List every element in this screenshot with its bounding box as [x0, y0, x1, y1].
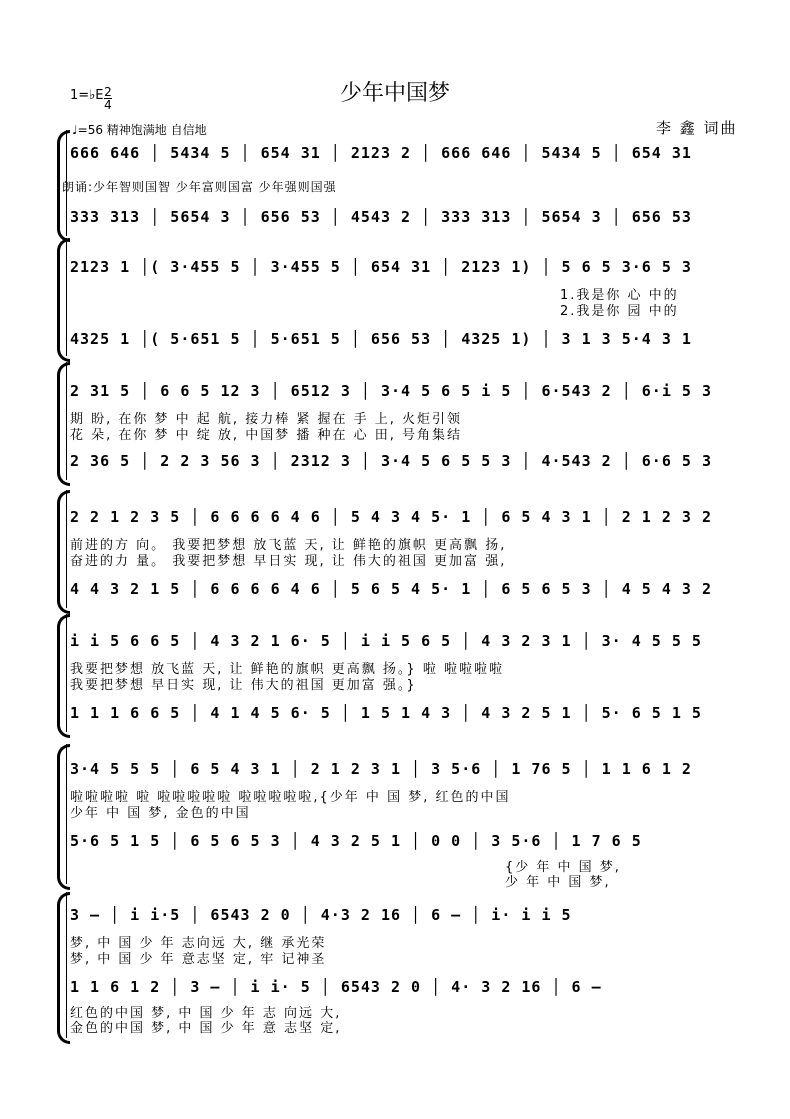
score-system-4: [0, 490, 790, 612]
upper-staff: 666 646 │ 5434 5 │ 654 31 │ 2123 2 │ 666 646 │ 5434 5 │ 654 31: [70, 144, 692, 162]
lower-staff: 2 36 5 │ 2 2 3 56 3 │ 2312 3 │ 3·4 5 6 5 5 3 │ 4·543 2 │ 6·6 5 3: [70, 452, 712, 470]
lower-staff: 1 1 6 1 2 │ 3 – │ i i· 5 │ 6543 2 0 │ 4· 3 2 16 │ 6 –: [70, 978, 602, 996]
lower-staff: 5·6 5 1 5 │ 6 5 6 5 3 │ 4 3 2 5 1 │ 0 0 │ 3 5·6 │ 1 7 6 5: [70, 832, 642, 850]
system-brace: [57, 744, 70, 890]
lower-staff: 4 4 3 2 1 5 │ 6 6 6 6 4 6 │ 5 6 5 4 5· 1 │ 6 5 6 5 3 │ 4 5 4 3 2: [70, 580, 712, 598]
time-sig-bottom: 4: [104, 98, 112, 112]
author-credit: 李 鑫 词曲: [656, 119, 738, 137]
key-signature: 1=♭E: [70, 88, 104, 103]
lyric-lower-1: {少 年 中 国 梦,: [505, 860, 621, 875]
system-brace: [57, 490, 70, 614]
lyric-verse-1: 梦, 中 国 少 年 志向远 大, 继 承光荣: [70, 936, 327, 951]
lower-staff: 4325 1 │( 5·651 5 │ 5·651 5 │ 656 53 │ 4325 1) │ 3 1 3 5·4 3 1: [70, 330, 692, 348]
lyric-verse-2: 少年 中 国 梦, 金色的中国: [70, 806, 251, 821]
lyric-verse-2: 梦, 中 国 少 年 意志坚 定, 牢 记神圣: [70, 952, 327, 967]
score-system-3: [0, 362, 790, 484]
system-brace: [57, 238, 70, 362]
lyric-verse-1: 啦啦啦啦 啦 啦啦啦啦啦 啦啦啦啦啦,{少年 中 国 梦, 红色的中国: [70, 790, 511, 805]
system-line: [66, 490, 67, 608]
system-line: [66, 892, 67, 1038]
upper-staff: 2 2 1 2 3 5 │ 6 6 6 6 4 6 │ 5 4 3 4 5· 1 │ 6 5 4 3 1 │ 2 1 2 3 2: [70, 508, 712, 526]
score-system-5: [0, 614, 790, 736]
system-line: [66, 362, 67, 480]
lyric-verse-1: 1.我是你 心 中的: [560, 288, 679, 303]
score-system-6: [0, 744, 790, 890]
upper-staff: 2123 1 │( 3·455 5 │ 3·455 5 │ 654 31 │ 2123 1) │ 5 6 5 3·6 5 3: [70, 258, 692, 276]
lyric-verse-1: 前进的方 向。 我要把梦想 放飞蓝 天, 让 鲜艳的旗帜 更高飘 扬,: [70, 538, 507, 553]
upper-staff: i i 5 6 6 5 │ 4 3 2 1 6· 5 │ i i 5 6 5 │ 4 3 2 3 1 │ 3· 4 5 5 5: [70, 632, 702, 650]
tempo-marking: ♩=56 精神饱满地 自信地: [72, 123, 207, 137]
system-line: [66, 238, 67, 356]
score-system-2: [0, 238, 790, 360]
lower-staff: 1 1 1 6 6 5 │ 4 1 4 5 6· 5 │ 1 5 1 4 3 │ 4 3 2 5 1 │ 5· 6 5 1 5: [70, 704, 702, 722]
time-sig-top: 2: [104, 85, 112, 99]
lyric-verse-2: 奋进的力 量。 我要把梦想 早日实 现, 让 伟大的祖国 更加富 强,: [70, 554, 507, 569]
system-line: [66, 614, 67, 732]
lyric-verse-2: 花 朵, 在你 梦 中 绽 放, 中国梦 播 种在 心 田, 号角集结: [70, 428, 462, 443]
lyric-verse-1: 我要把梦想 放飞蓝 天, 让 鲜艳的旗帜 更高飘 扬。} 啦 啦啦啦啦: [70, 662, 504, 677]
time-signature: [104, 86, 112, 111]
lyric-verse-2: 我要把梦想 早日实 现, 让 伟大的祖国 更加富 强。}: [70, 678, 417, 693]
system-brace: [57, 362, 70, 486]
lyric-verse-1: 期 盼, 在你 梦 中 起 航, 接力棒 紧 握在 手 上, 火炬引领: [70, 412, 462, 427]
lyric-verse-2: 2.我是你 园 中的: [560, 304, 679, 319]
lyric-lower-2: 金色的中国 梦, 中 国 少 年 意 志坚 定,: [70, 1021, 342, 1036]
system-brace: [57, 614, 70, 738]
upper-staff: 3·4 5 5 5 │ 6 5 4 3 1 │ 2 1 2 3 1 │ 3 5·6 │ 1 76 5 │ 1 1 6 1 2: [70, 760, 692, 778]
narration-line: 朗诵:少年智则国智 少年富则国富 少年强则国强: [62, 180, 337, 194]
system-line: [66, 744, 67, 884]
page-title: 少年中国梦: [339, 81, 450, 106]
upper-staff: 3 – │ i i·5 │ 6543 2 0 │ 4·3 2 16 │ 6 – │ i· i i 5: [70, 906, 572, 924]
lower-staff: 333 313 │ 5654 3 │ 656 53 │ 4543 2 │ 333 313 │ 5654 3 │ 656 53: [70, 208, 692, 226]
score-system-7: [0, 892, 790, 1042]
lyric-lower-1: 红色的中国 梦, 中 国 少 年 志 向远 大,: [70, 1006, 342, 1021]
lyric-lower-2: 少 年 中 国 梦,: [505, 875, 611, 890]
system-brace: [57, 892, 70, 1044]
upper-staff: 2 31 5 │ 6 6 5 12 3 │ 6512 3 │ 3·4 5 6 5 i 5 │ 6·543 2 │ 6·i 5 3: [70, 382, 712, 400]
score-system-1: [0, 130, 790, 240]
